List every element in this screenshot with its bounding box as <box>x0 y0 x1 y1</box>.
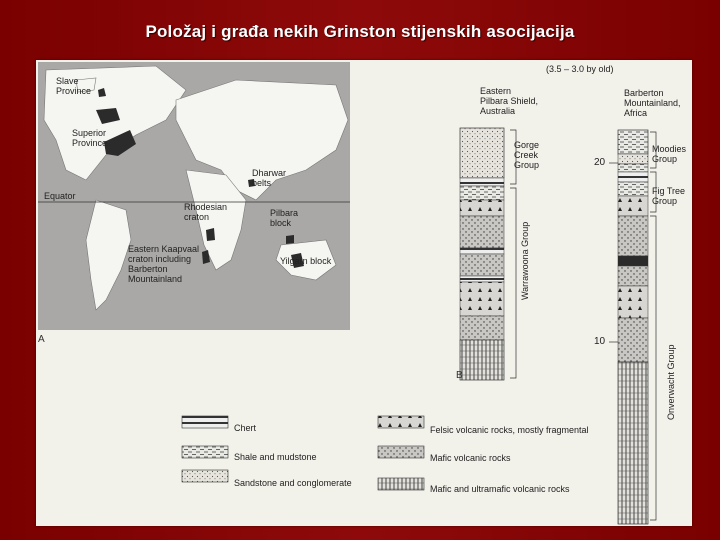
barberton-column <box>609 130 656 524</box>
label-equator: Equator <box>44 191 76 201</box>
label-superior-province: Superior Province <box>72 128 108 148</box>
legend-mafic: Mafic volcanic rocks <box>430 453 511 463</box>
label-pilbara-block: Pilbara block <box>270 208 299 228</box>
label-slave-province: Slave Province <box>56 76 92 96</box>
figure-panel <box>36 60 692 526</box>
world-map <box>36 60 692 526</box>
legend-shale: Shale and mudstone <box>234 452 317 462</box>
figure-letter-a: A <box>38 334 45 345</box>
barberton-title: Barberton Mountainland, Africa <box>624 88 681 118</box>
label-dharwar-belts: Dharwar belts <box>252 168 287 188</box>
label-rhodesian-craton: Rhodesian craton <box>184 202 228 222</box>
legend-ultramafic: Mafic and ultramafic volcanic rocks <box>430 484 570 494</box>
label-yilgarn-block: Yilgarn block <box>280 256 332 266</box>
legend-chert: Chert <box>234 423 257 433</box>
age-range: (3.5 – 3.0 by old) <box>546 64 614 74</box>
figure-letter-b: B <box>456 370 463 381</box>
warrawoona-group-label: Warrawoona Group <box>520 221 530 300</box>
page-title: Položaj i građa nekih Grinston stijenskih asocijacija <box>145 22 575 41</box>
legend-felsic: Felsic volcanic rocks, mostly fragmental <box>430 425 589 435</box>
fig-tree-group-label: Fig Tree Group <box>652 186 686 206</box>
scale-tick-20: 20 <box>594 157 606 168</box>
scale-tick-10: 10 <box>594 336 606 347</box>
label-kaapvaal-craton: Eastern Kaapvaal craton including Barberton Mountainland <box>128 244 200 284</box>
onverwacht-group-label: Onverwacht Group <box>666 344 676 420</box>
legend-sandstone: Sandstone and conglomerate <box>234 478 352 488</box>
pilbara-column <box>460 128 516 380</box>
moodies-group-label: Moodies Group <box>652 144 687 164</box>
pilbara-title: Eastern Pilbara Shield, Australia <box>480 86 539 116</box>
gorge-creek-group-label: Gorge Creek Group <box>514 140 540 170</box>
